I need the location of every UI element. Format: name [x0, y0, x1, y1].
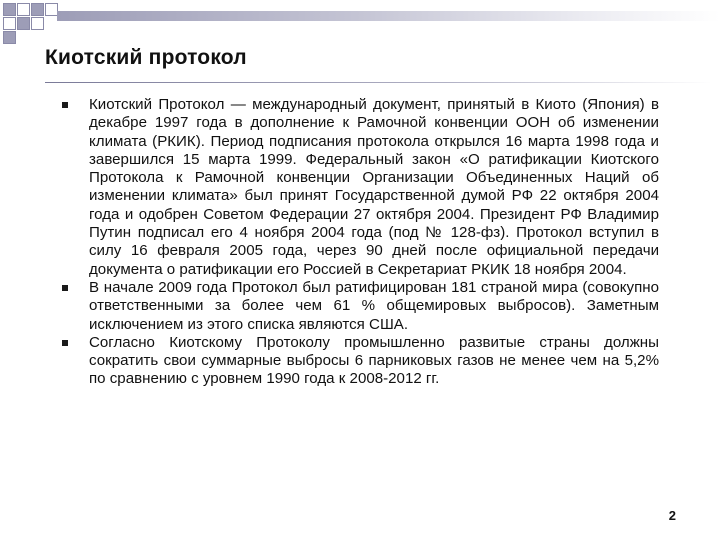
bullet-item: [62, 96, 659, 279]
deco-square: [3, 31, 16, 44]
deco-square: [3, 3, 16, 16]
square-bullet-icon: [62, 340, 68, 346]
deco-square: [17, 17, 30, 30]
square-bullet-icon: [62, 102, 68, 108]
bullet-item: [62, 334, 659, 389]
deco-square: [31, 17, 44, 30]
page-number: 2: [668, 508, 676, 523]
bullet-text: В начале 2009 года Протокол был ратифицирован 181 страной мира (совокупно ответственными за более чем 61 % общемировых выбросов). Заметным исключением из этого списка являются США.: [89, 278, 659, 333]
title-divider: [45, 82, 712, 83]
slide-title: Киотский протокол: [45, 46, 247, 69]
square-bullet-icon: [62, 285, 68, 291]
decorative-squares: [0, 0, 56, 42]
deco-square: [3, 17, 16, 30]
bullet-list: [62, 96, 659, 389]
deco-square: [31, 3, 44, 16]
deco-square: [17, 3, 30, 16]
bullet-text: Согласно Киотскому Протоколу промышленно развитые страны должны сократить свои суммарные выбросы 6 парниковых газов не менее чем на 5,2% по сравнению с уровнем 1990 года к 2008-2012 гг.: [89, 333, 659, 388]
header-gradient-bar: [57, 11, 720, 21]
bullet-text: Киотский Протокол — международный документ, принятый в Киото (Япония) в декабре 1997 года в дополнение к Рамочной конвенции ООН об изменении климата (РКИК). Период подписания протокола открылся 16 марта 1998 года и завершился 15 марта 1999. Федеральный закон «О ратификации Киотского Протокола к Рамочной конвенции Организации Объединенных Наций об изменении климата» был принят Государственной думой РФ 22 октября 2004 года и одобрен Советом Федерации 27 октября 2004. Президент РФ Владимир Путин подписал его 4 ноября 2004 года (под № 128-фз). Протокол вступил в силу 16 февраля 2005 года, через 90 дней после официальной передачи документа о ратификации его Россией в Секретариат РКИК 18 ноября 2004.: [89, 96, 659, 278]
bullet-item: [62, 279, 659, 334]
